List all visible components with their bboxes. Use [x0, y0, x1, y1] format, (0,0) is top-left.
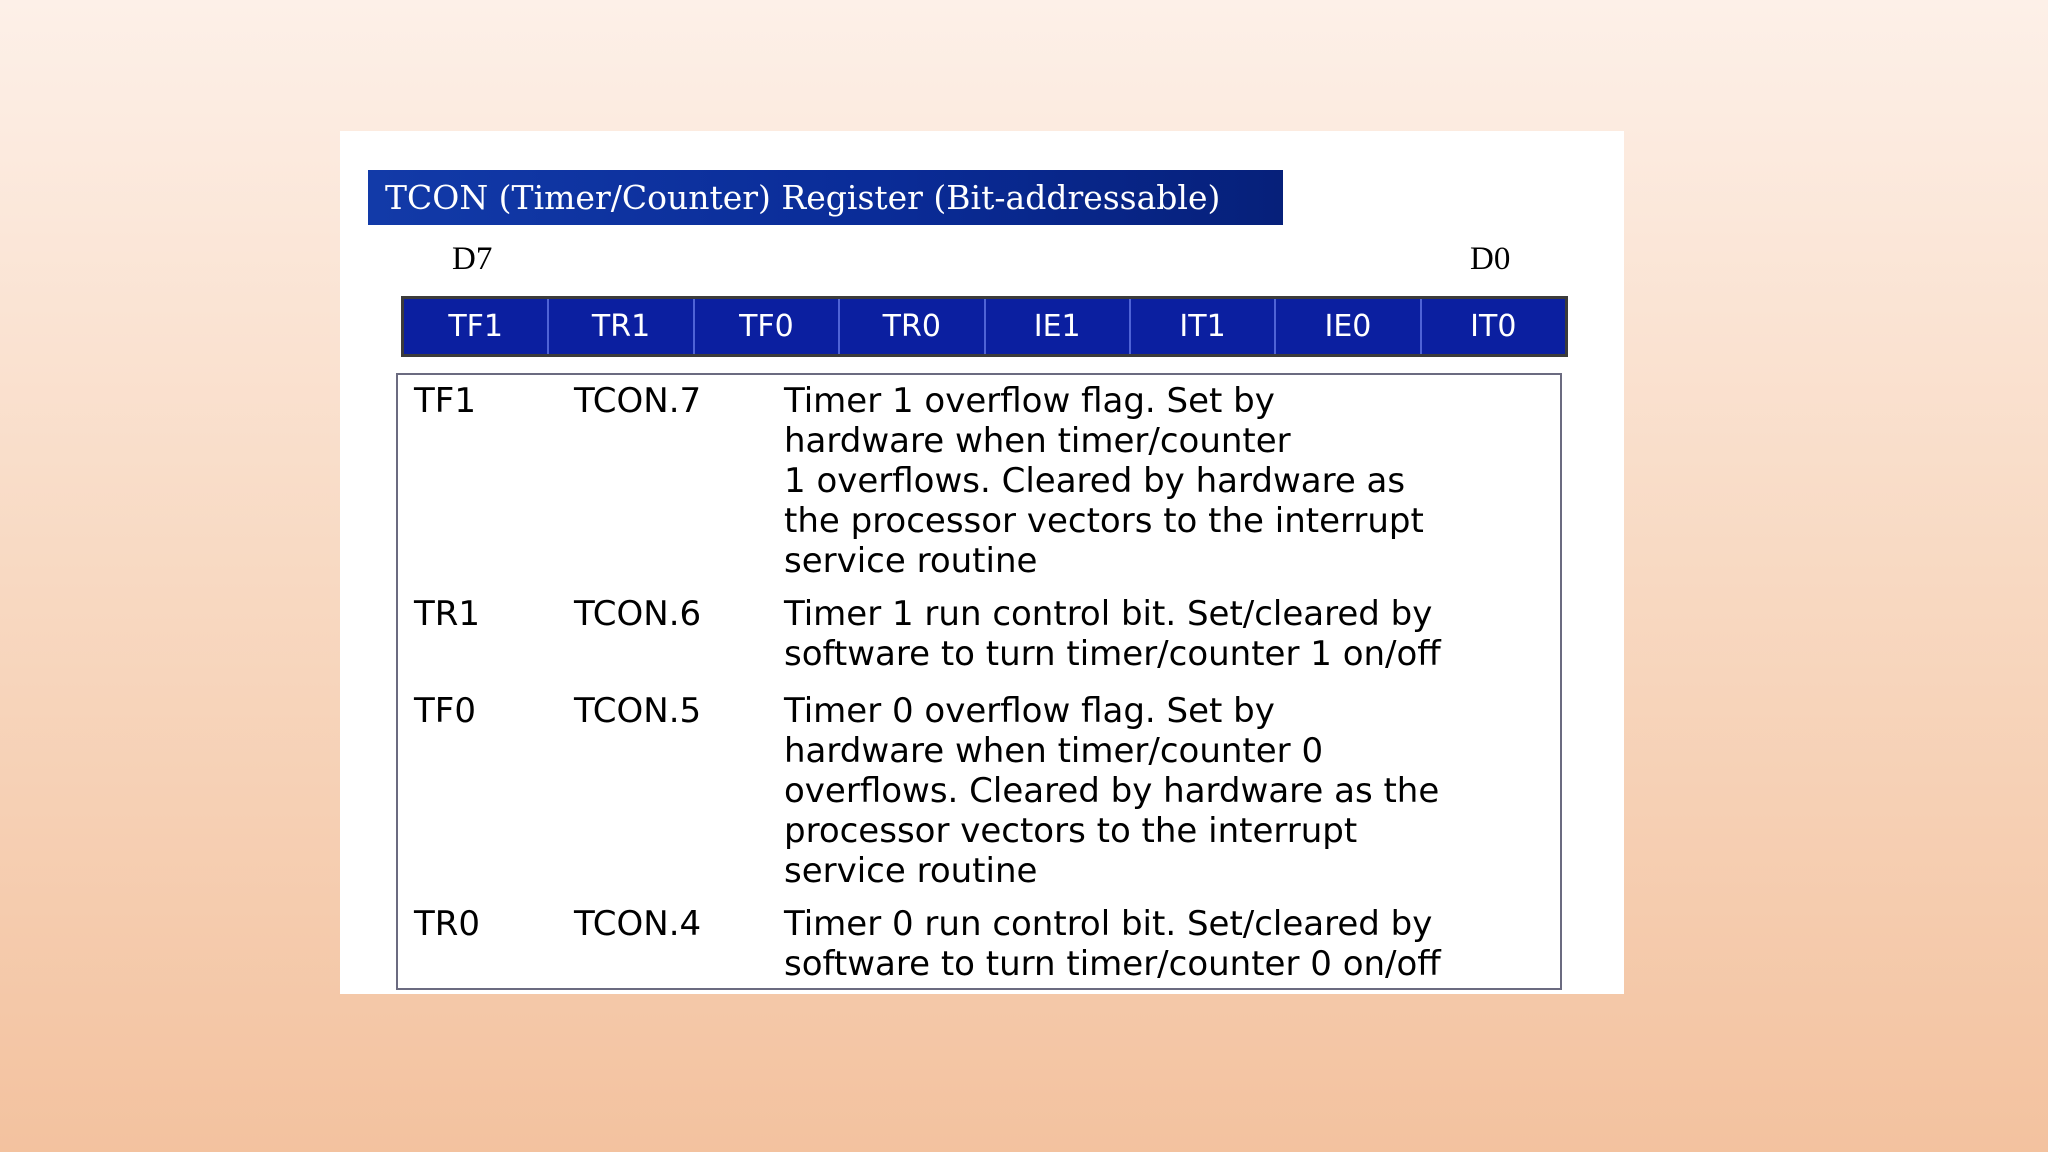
- description-text: [784, 904, 1554, 984]
- description-line: Timer 1 overflow flag. Set by: [784, 381, 1275, 421]
- description-line: software to turn timer/counter 1 on/off: [784, 634, 1441, 674]
- description-text: [784, 594, 1554, 674]
- description-line: service routine: [784, 851, 1038, 891]
- lsb-label: D0: [1470, 241, 1511, 277]
- description-line: the processor vectors to the interrupt: [784, 501, 1424, 541]
- description-bit-address: TCON.4: [574, 904, 702, 944]
- description-bit-address: TCON.5: [574, 691, 702, 731]
- description-line: processor vectors to the interrupt: [784, 811, 1358, 851]
- description-bit-address: TCON.6: [574, 594, 702, 634]
- description-line: software to turn timer/counter 0 on/off: [784, 944, 1441, 984]
- bit-cell-tf0: TF0: [695, 299, 840, 354]
- bit-cell-tr0: TR0: [840, 299, 985, 354]
- bit-cell-ie1: IE1: [986, 299, 1131, 354]
- description-bit-name: TR0: [414, 904, 481, 944]
- description-bit-name: TR1: [414, 594, 481, 634]
- description-line: service routine: [784, 541, 1038, 581]
- slide: [340, 131, 1624, 994]
- description-line: overflows. Cleared by hardware as the: [784, 771, 1440, 811]
- bit-description-table: [396, 373, 1562, 990]
- description-line: hardware when timer/counter 0: [784, 731, 1324, 771]
- description-line: 1 overflows. Cleared by hardware as: [784, 461, 1406, 501]
- description-line: Timer 1 run control bit. Set/cleared by: [784, 594, 1433, 634]
- bit-cell-tf1: TF1: [404, 299, 549, 354]
- description-text: [784, 691, 1554, 891]
- msb-label: D7: [452, 241, 493, 277]
- description-bit-address: TCON.7: [574, 381, 702, 421]
- description-line: Timer 0 run control bit. Set/cleared by: [784, 904, 1433, 944]
- description-text: [784, 381, 1554, 581]
- bit-cell-ie0: IE0: [1276, 299, 1421, 354]
- bit-cell-it1: IT1: [1131, 299, 1276, 354]
- bit-cell-it0: IT0: [1422, 299, 1565, 354]
- description-bit-name: TF1: [414, 381, 476, 421]
- register-bit-row: [401, 296, 1568, 357]
- description-bit-name: TF0: [414, 691, 476, 731]
- slide-title: TCON (Timer/Counter) Register (Bit-addressable): [368, 170, 1283, 225]
- description-line: hardware when timer/counter: [784, 421, 1291, 461]
- bit-cell-tr1: TR1: [549, 299, 694, 354]
- description-line: Timer 0 overflow flag. Set by: [784, 691, 1275, 731]
